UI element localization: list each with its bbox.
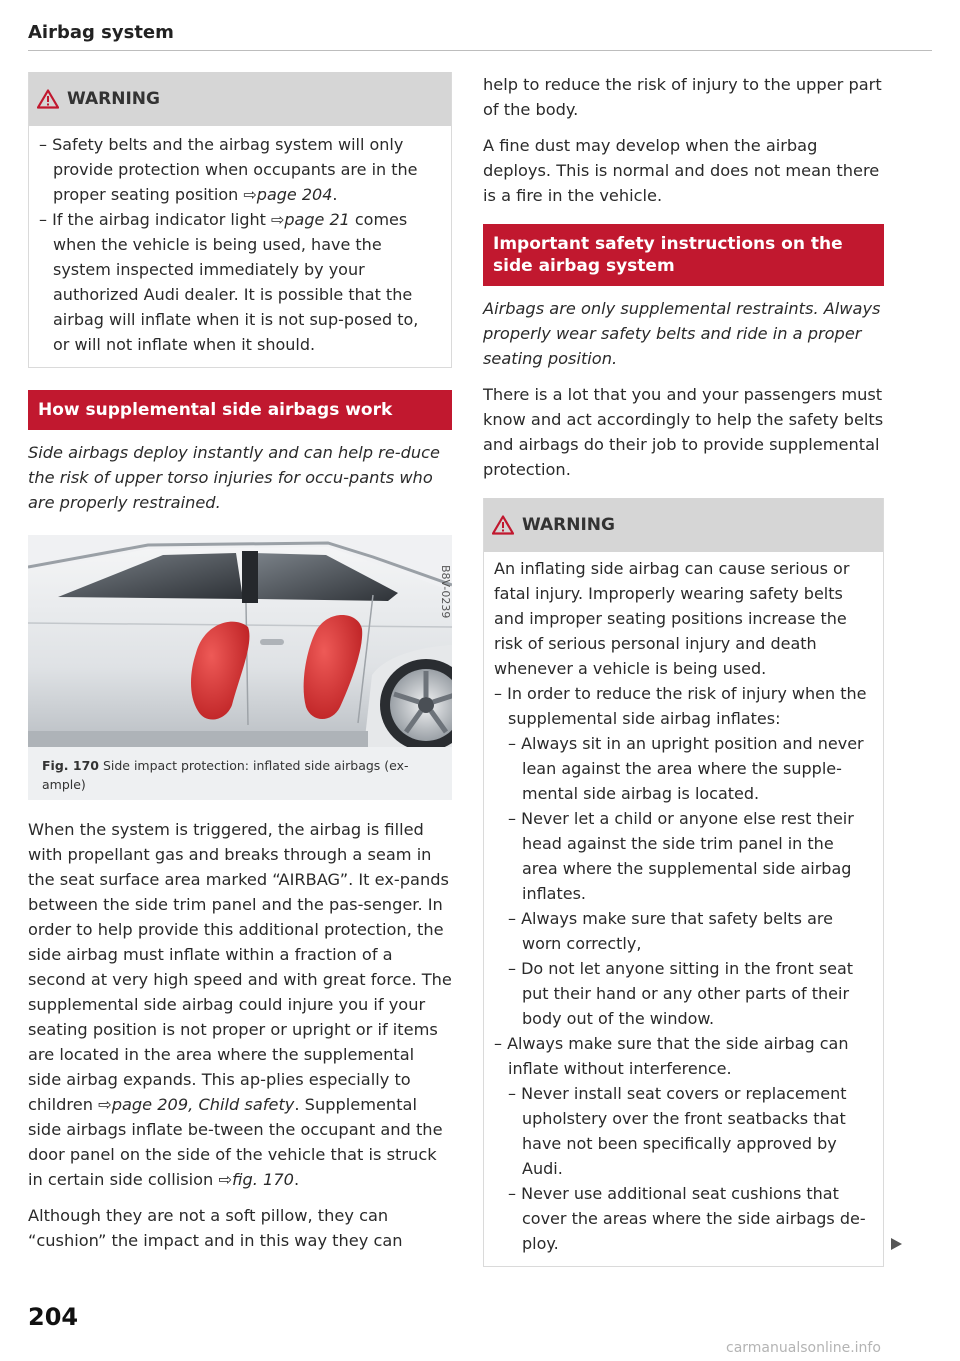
body-paragraph: There is a lot that you and your passengers must know and act accordingly to help the safety belts and airbags do their job to provide supplemental protection.	[483, 385, 884, 479]
reference-arrow-icon: ⇨	[270, 210, 285, 229]
reference-arrow-icon: ⇨	[98, 1095, 112, 1114]
warning-subitem: – Always make sure that safety belts are worn correctly,	[508, 909, 833, 953]
side-airbag-illustration	[28, 535, 452, 747]
figure-code: B8V-0239	[439, 565, 452, 619]
warning-triangle-icon	[492, 515, 514, 535]
warning-subitem: – Never install seat covers or replacement upholstery over the front seatbacks that have not been specifically approved by Audi.	[508, 1084, 847, 1178]
body-paragraph: Although they are not a soft pillow, they can “cushion” the impact and in this way they can	[28, 1206, 403, 1250]
warning-item: – Always make sure that the side airbag can inflate without interference.	[494, 1034, 849, 1078]
warning-item: – In order to reduce the risk of injury when the supplemental side airbag inflates:	[494, 684, 867, 728]
section-title-side-airbags: How supplemental side airbags work	[28, 390, 452, 430]
warning-header	[29, 72, 451, 126]
body-paragraph: A fine dust may develop when the airbag deploys. This is normal and does not mean there is a fire in the vehicle.	[483, 136, 880, 205]
warning-subitem: – Always sit in an upright position and never lean against the area where the supple-mental side airbag is located.	[508, 734, 864, 803]
section-intro: Side airbags deploy instantly and can help re-duce the risk of upper torso injuries for occu-pants who are properly restrained.	[28, 443, 441, 512]
warning-item: – Safety belts and the airbag system will only provide protection when occupants are in the proper seating position ⇨page 204.	[39, 135, 418, 204]
warning-body	[29, 126, 451, 367]
figure-reference-link[interactable]: fig. 170	[232, 1170, 294, 1189]
page-reference-link[interactable]: page 21	[284, 210, 350, 229]
body-paragraph: help to reduce the risk of injury to the upper part of the body.	[483, 75, 882, 119]
figure-170	[28, 535, 452, 800]
figure-caption-text: Side impact protection: inflated side airbags (ex-ample)	[42, 758, 409, 792]
reference-arrow-icon: ⇨	[243, 185, 257, 204]
page-number: 204	[28, 1303, 79, 1331]
figure-label: Fig. 170	[42, 758, 99, 773]
right-column	[483, 72, 884, 1267]
warning-box-left	[28, 72, 452, 368]
warning-subitem: – Do not let anyone sitting in the front seat put their hand or any other parts of their body out of the window.	[508, 959, 854, 1028]
warning-subitem: – Never use additional seat cushions that cover the areas where the side airbags de-ploy.	[508, 1184, 866, 1253]
figure-caption	[28, 751, 452, 800]
warning-label: WARNING	[522, 515, 615, 535]
continue-arrow-icon	[889, 1237, 903, 1251]
footer-watermark: carmanualsonline.info	[726, 1340, 881, 1356]
left-column	[28, 72, 452, 1253]
section-title-safety-instructions: Important safety instructions on the side airbag system	[483, 224, 884, 286]
reference-arrow-icon: ⇨	[218, 1170, 233, 1189]
warning-label: WARNING	[67, 89, 160, 109]
warning-triangle-icon	[37, 89, 59, 109]
warning-lead: An inflating side airbag can cause serious or fatal injury. Improperly wearing safety belts and improper seating positions increase the risk of serious personal injury and death whenever a vehicle is being used.	[494, 559, 850, 678]
section-intro: Airbags are only supplemental restraints. Always properly wear safety belts and ride in a proper seating position.	[483, 299, 881, 368]
page-reference-link[interactable]: page 204	[256, 185, 333, 204]
warning-header	[484, 498, 883, 552]
page-reference-link[interactable]: page 209, Child safety	[111, 1095, 295, 1114]
warning-box-right	[483, 498, 884, 1267]
warning-body	[484, 552, 883, 1266]
body-paragraph: When the system is triggered, the airbag is filled with propellant gas and breaks through a seam in the seat surface area marked “AIRBAG”. It ex-pands between the side trim panel and the pas-senger. In order to help provide this additional protection, the side airbag must inflate within a fraction of a second at very high speed and with great force. The supplemental side airbag could injure you if your seating position is not proper or upright or if items are located in the area where the supplemental side airbag expands. This ap-plies especially to children ⇨page 209, Child safety. Supplemental side airbags inflate be-tween the occupant and the door panel on the side of the vehicle that is struck in certain side collision ⇨fig. 170.	[28, 820, 452, 1189]
warning-item: – If the airbag indicator light ⇨page 21 comes when the vehicle is being used, have the system inspected immediately by your authorized Audi dealer. It is possible that the airbag will inflate when it is not sup-posed to, or will not inflate when it should.	[39, 210, 419, 354]
warning-subitem: – Never let a child or anyone else rest their head against the side trim panel in the area where the supplemental side airbag inflates.	[508, 809, 854, 903]
page-header-title: Airbag system	[28, 22, 174, 43]
header-rule	[28, 50, 932, 51]
